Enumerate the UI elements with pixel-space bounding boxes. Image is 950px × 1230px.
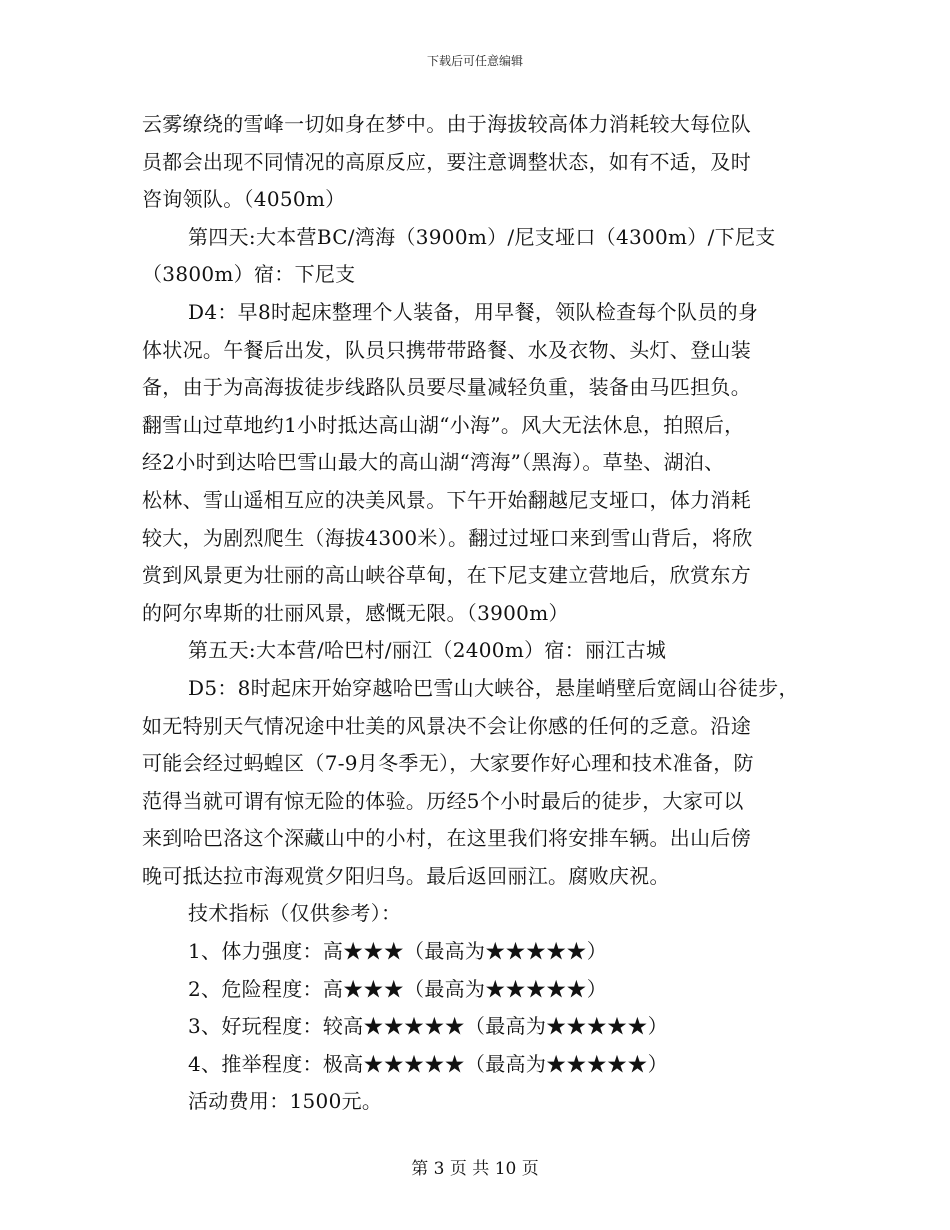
text-line: 员都会出现不同情况的高原反应，要注意调整状态，如有不适，及时 [142, 149, 751, 174]
text-line: 可能会经过蚂蝗区（7-9月冬季无），大家要作好心理和技术准备，防 [142, 751, 754, 776]
text-line: 第四天:大本营BC/湾海（3900m）/尼支垭口（4300m）/下尼支 [188, 224, 776, 249]
text-line: 如无特别天气情况途中壮美的风景决不会让你感的任何的乏意。沿途 [142, 713, 751, 738]
text-line: 咨询领队。（4050m） [142, 187, 346, 212]
text-line: 第五天:大本营/哈巴村/丽江（2400m）宿：丽江古城 [188, 638, 667, 663]
text-line: 赏到风景更为壮丽的高山峡谷草甸，在下尼支建立营地后，欣赏东方 [142, 563, 751, 588]
page-header: 下载后可任意编辑 [426, 54, 523, 68]
document-body [142, 106, 842, 1121]
text-line: 2、危险程度：高★★★（最高为★★★★★） [188, 976, 608, 1001]
text-line: 4、推举程度：极高★★★★★（最高为★★★★★） [188, 1051, 668, 1076]
text-line: 范得当就可谓有惊无险的体验。历经5个小时最后的徒步，大家可以 [142, 788, 744, 813]
text-line: D4：早8时起床整理个人装备，用早餐，领队检查每个队员的身 [188, 299, 759, 324]
text-line: （3800m）宿：下尼支 [142, 262, 356, 287]
text-line: 翻雪山过草地约1小时抵达高山湖“小海”。风大无法休息，拍照后， [142, 412, 745, 437]
text-line: 技术指标（仅供参考）： [188, 901, 402, 926]
text-line: 3、好玩程度：较高★★★★★（最高为★★★★★） [188, 1014, 668, 1039]
text-line: 较大，为剧烈爬生（海拔4300米）。翻过过垭口来到雪山背后，将欣 [142, 525, 753, 550]
text-line: 体状况。午餐后出发，队员只携带带路餐、水及衣物、头灯、登山装 [142, 337, 751, 362]
text-line: 的阿尔卑斯的壮丽风景，感慨无限。（3900m） [142, 600, 569, 625]
text-line: 来到哈巴洛这个深藏山中的小村，在这里我们将安排车辆。出山后傍 [142, 826, 751, 851]
text-line: 经2小时到达哈巴雪山最大的高山湖“湾海”（黑海）。草垫、湖泊、 [142, 450, 725, 475]
text-line: 1、体力强度：高★★★（最高为★★★★★） [188, 939, 608, 964]
page-footer: 第 3 页 共 10 页 [411, 1159, 539, 1179]
text-line: 活动费用：1500元。 [188, 1089, 383, 1114]
text-line: 晚可抵达拉市海观赏夕阳归鸟。最后返回丽江。腐败庆祝。 [142, 863, 670, 888]
text-line: 备，由于为高海拔徒步线路队员要尽量减轻负重，装备由马匹担负。 [142, 375, 751, 400]
text-line: 云雾缭绕的雪峰一切如身在梦中。由于海拔较高体力消耗较大每位队 [142, 112, 751, 136]
text-line: 松林、雪山遥相互应的决美风景。下午开始翻越尼支垭口，体力消耗 [142, 487, 751, 512]
text-line: D5：8时起床开始穿越哈巴雪山大峡谷，悬崖峭壁后宽阔山谷徒步， [188, 675, 799, 700]
